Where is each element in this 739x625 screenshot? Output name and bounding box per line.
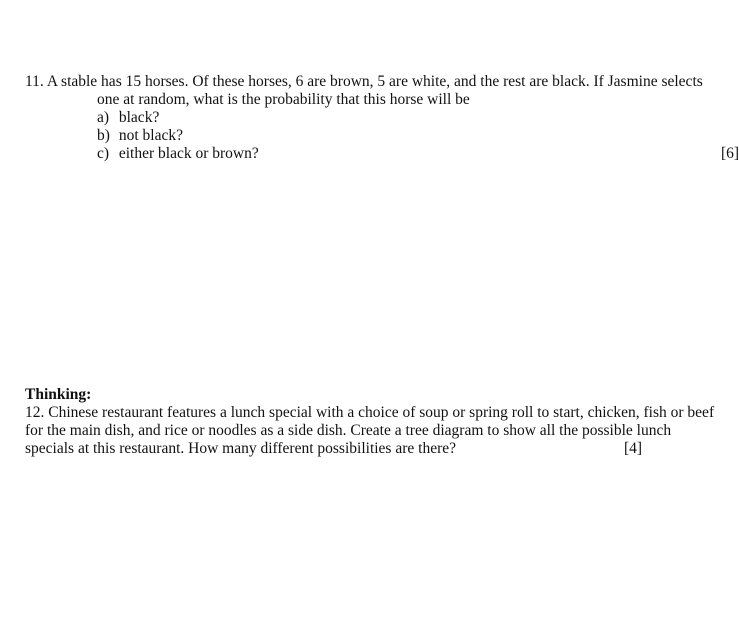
option-c-text: either black or brown?: [118, 145, 259, 162]
question-11-option-b: [97, 127, 183, 145]
question-11-text-line-2: one at random, what is the probability that this horse will be: [97, 91, 470, 108]
question-11-text-line-1: 11. A stable has 15 horses. Of these horses, 6 are brown, 5 are white, and the rest are black. If Jasmine selects: [25, 73, 703, 90]
question-11-option-c: [97, 145, 259, 163]
question-12-text-line-3: specials at this restaurant. How many different possibilities are there?: [25, 440, 456, 457]
option-b-label: b): [97, 127, 110, 144]
question-12-marks: [4]: [624, 440, 643, 457]
option-a-label: a): [97, 109, 110, 126]
question-12-text-line-1: 12. Chinese restaurant features a lunch special with a choice of soup or spring roll to start, chicken, fish or beef: [25, 404, 715, 421]
question-11-option-a: [97, 109, 159, 127]
option-c-label: c): [97, 145, 110, 162]
question-11-marks: [6]: [721, 145, 739, 162]
thinking-heading: Thinking:: [25, 386, 92, 403]
question-12-text-line-2: for the main dish, and rice or noodles as a side dish. Create a tree diagram to show all the possible lunch: [25, 422, 672, 439]
option-b-text: not black?: [118, 127, 184, 144]
option-a-text: black?: [118, 109, 160, 126]
